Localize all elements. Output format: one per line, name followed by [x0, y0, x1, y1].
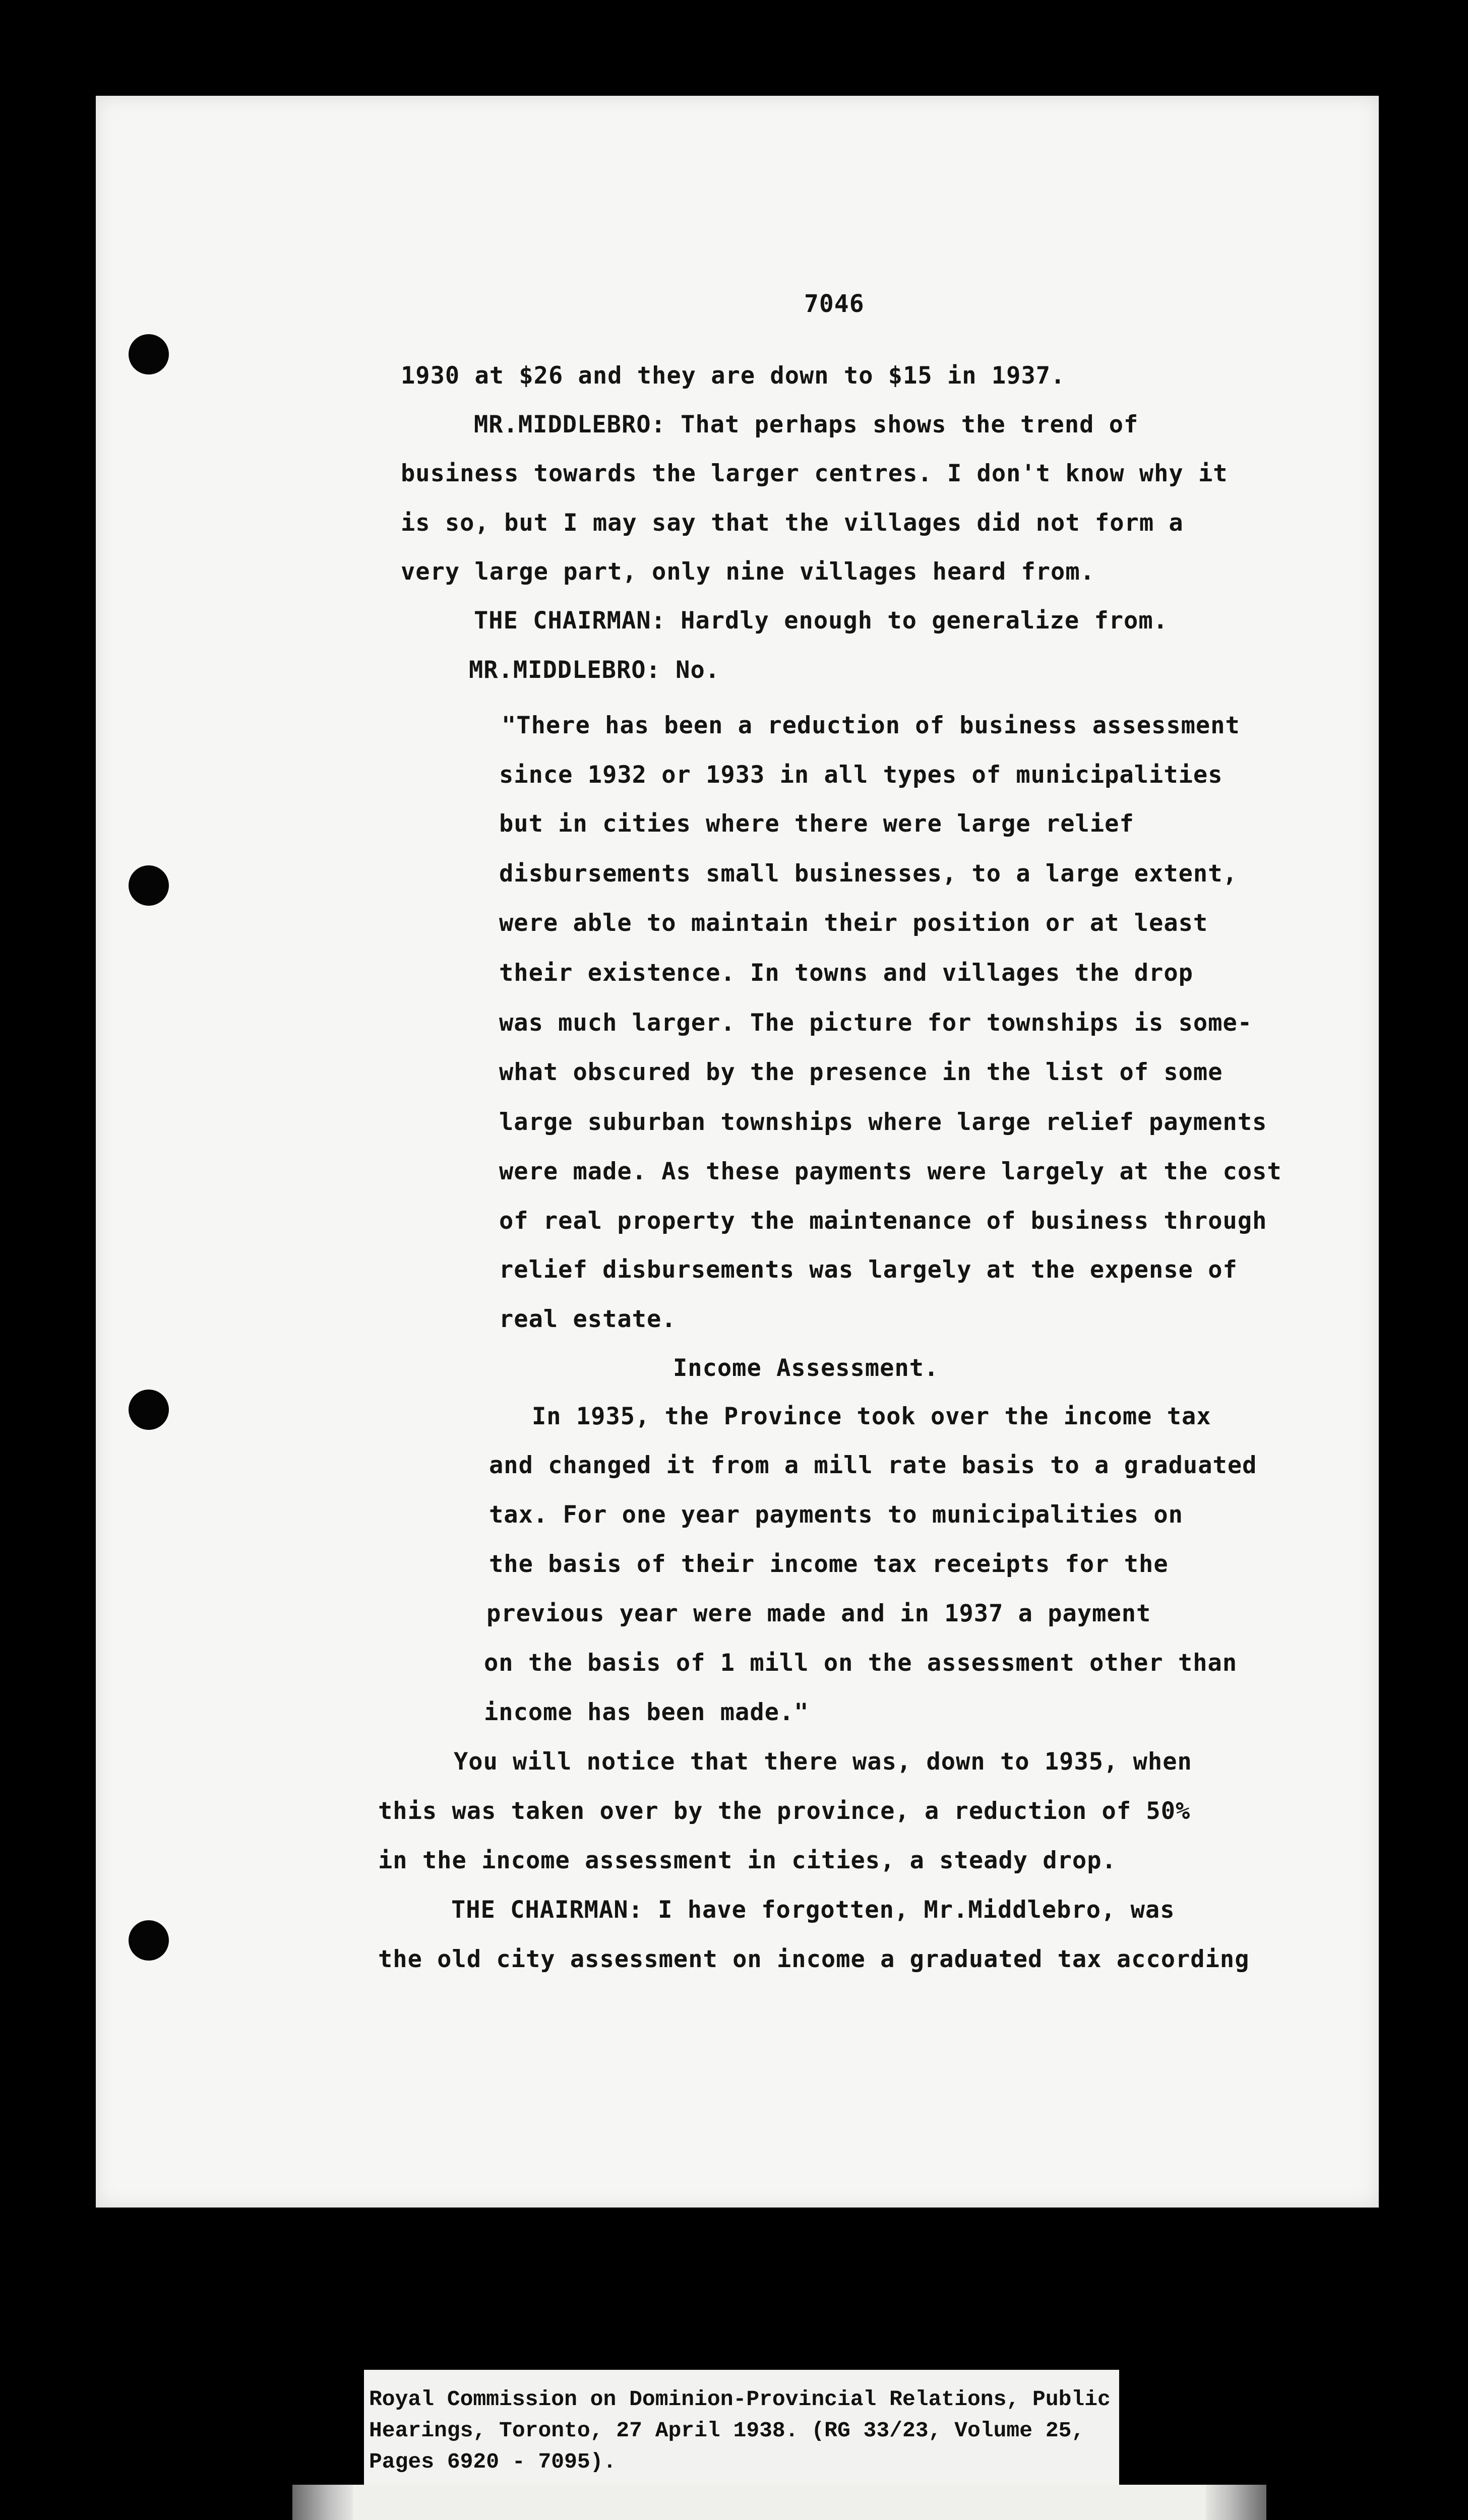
quote-line: their existence. In towns and villages the drop	[499, 959, 1193, 987]
label-line: Hearings, Toronto, 27 April 1938. (RG 33/23, Volume 25,	[369, 2418, 1085, 2443]
quote-line: were able to maintain their position or at least	[499, 909, 1208, 937]
quote-line: tax. For one year payments to municipalities on	[489, 1501, 1183, 1529]
public-archives-card	[292, 2485, 1266, 2520]
document-page	[96, 96, 1379, 2208]
quote-line: income has been made."	[484, 1698, 809, 1726]
quote-line: In 1935, the Province took over the income tax	[532, 1403, 1211, 1430]
quote-line: disbursements small businesses, to a large extent,	[499, 860, 1238, 888]
text-line: is so, but I may say that the villages did not form a	[401, 509, 1184, 537]
page-number: 7046	[804, 290, 865, 318]
quote-line: and changed it from a mill rate basis to a graduated	[489, 1452, 1257, 1479]
text-line: MR.MIDDLEBRO: That perhaps shows the trend of	[474, 411, 1139, 438]
quote-line: was much larger. The picture for townships is some-	[499, 1009, 1253, 1037]
quote-line: "There has been a reduction of business assessment	[502, 712, 1240, 739]
quote-line: real estate.	[499, 1305, 677, 1333]
text-line: 1930 at $26 and they are down to $15 in 1937.	[401, 362, 1066, 390]
text-line: business towards the larger centres. I don't know why it	[401, 460, 1228, 487]
quote-line: since 1932 or 1933 in all types of municipalities	[499, 761, 1223, 789]
quote-line: large suburban townships where large relief payments	[499, 1108, 1267, 1136]
text-line: very large part, only nine villages heard from.	[401, 558, 1095, 586]
text-line: You will notice that there was, down to 1935, when	[454, 1748, 1192, 1776]
card-edge	[292, 2485, 353, 2520]
typewritten-text	[96, 96, 1379, 2208]
text-line: this was taken over by the province, a reduction of 50%	[378, 1797, 1191, 1825]
quote-line: what obscured by the presence in the list of some	[499, 1058, 1223, 1086]
text-line: in the income assessment in cities, a steady drop.	[378, 1847, 1117, 1874]
quote-line: of real property the maintenance of business through	[499, 1207, 1267, 1235]
text-line: THE CHAIRMAN: Hardly enough to generalize from.	[474, 607, 1168, 635]
section-heading: Income Assessment.	[673, 1354, 939, 1382]
archival-reference-label	[364, 2370, 1119, 2485]
label-line: Pages 6920 - 7095).	[369, 2449, 617, 2474]
quote-line: on the basis of 1 mill on the assessment other than	[484, 1649, 1238, 1677]
card-edge	[1206, 2485, 1266, 2520]
quote-line: but in cities where there were large relief	[499, 810, 1134, 838]
quote-line: the basis of their income tax receipts for the	[489, 1550, 1169, 1578]
quote-line: were made. As these payments were largely at the cost	[499, 1158, 1282, 1185]
text-line: MR.MIDDLEBRO: No.	[469, 656, 720, 684]
text-line: THE CHAIRMAN: I have forgotten, Mr.Middlebro, was	[451, 1896, 1175, 1924]
quote-line: previous year were made and in 1937 a payment	[486, 1600, 1151, 1627]
quote-line: relief disbursements was largely at the expense of	[499, 1256, 1238, 1284]
label-line: Royal Commission on Dominion-Provincial Relations, Public	[369, 2387, 1111, 2412]
text-line: the old city assessment on income a graduated tax according	[378, 1945, 1250, 1973]
